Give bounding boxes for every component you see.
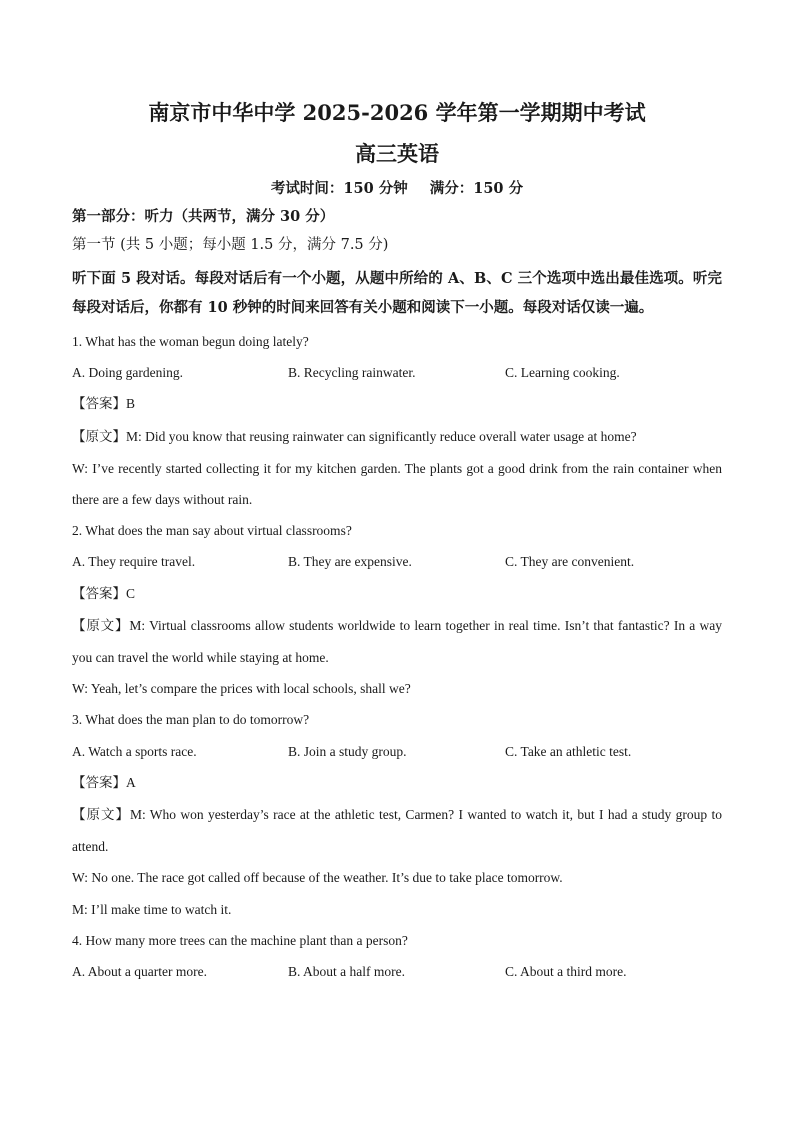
- option-b: B. Join a study group.: [288, 743, 407, 759]
- transcript-tag: 【原文】: [72, 617, 130, 634]
- transcript-text: M: Did you know that reusing rainwater can significantly reduce overall water usage at home?: [126, 428, 637, 444]
- question-stem: 2. What does the man say about virtual classrooms?: [72, 523, 352, 539]
- exam-meta: [72, 178, 722, 200]
- option-b: B. About a half more.: [288, 964, 405, 980]
- question-1: [72, 326, 722, 515]
- answer-options: [72, 956, 722, 987]
- transcript-text: M: Virtual classrooms allow students worldwide to learn together in real time. Isn’t that fantastic? In a way you can travel the world while staying at home.: [72, 617, 722, 666]
- transcript-tag: 【原文】: [72, 807, 130, 824]
- transcript-line: W: Yeah, let’s compare the prices with local schools, shall we?: [72, 681, 411, 697]
- answer-tag: 【答案】: [72, 396, 126, 413]
- part1-heading: 第一部分：听力（共两节，满分 30 分）: [72, 208, 335, 225]
- question-3: [72, 704, 722, 924]
- transcript-tag: 【原文】: [72, 428, 126, 445]
- answer-options: [72, 357, 722, 388]
- transcript-text: M: Who won yesterday’s race at the athletic test, Carmen? I wanted to watch it, but I had a study group to attend.: [72, 807, 723, 855]
- answer-options: [72, 736, 722, 767]
- answer-options: [72, 546, 722, 577]
- option-c: C. Take an athletic test.: [505, 743, 632, 759]
- exam-time: 考试时间：150 分钟: [270, 180, 408, 197]
- option-a: A. Doing gardening.: [72, 365, 183, 381]
- question-stem: 4. How many more trees can the machine plant than a person?: [72, 932, 408, 948]
- question-4: [72, 925, 722, 987]
- transcript-line: [72, 799, 722, 862]
- listening-instructions: 听下面 5 段对话。每段对话后有一个小题，从题中所给的 A、B、C 三个选项中选出最佳选项。听完每段对话后，你都有 10 秒钟的时间来回答有关小题和阅读下一小题。每段对话仅读一遍。: [72, 270, 722, 316]
- option-c: C. Learning cooking.: [505, 365, 620, 381]
- answer-tag: 【答案】: [72, 774, 126, 791]
- transcript-line: [72, 421, 722, 453]
- answer-line: [72, 578, 722, 610]
- answer-value: A: [126, 774, 136, 790]
- answer-value: C: [126, 585, 136, 601]
- question-stem: 3. What does the man plan to do tomorrow?: [72, 712, 310, 728]
- option-b: B. Recycling rainwater.: [288, 365, 416, 381]
- option-b: B. They are expensive.: [288, 554, 412, 570]
- full-score: 满分：150 分: [429, 180, 524, 197]
- question-stem: 1. What has the woman begun doing lately?: [72, 334, 309, 349]
- exam-title: 南京市中华中学 2025-2026 学年第一学期期中考试: [148, 100, 646, 125]
- transcript-line: W: No one. The race got called off because of the weather. It’s due to take place tomorrow.: [72, 870, 563, 886]
- answer-tag: 【答案】: [72, 585, 126, 602]
- question-2: [72, 515, 722, 704]
- exam-subject: 高三英语: [355, 141, 439, 166]
- option-c: C. About a third more.: [505, 964, 627, 980]
- option-c: C. They are convenient.: [505, 554, 635, 570]
- transcript-line: [72, 610, 722, 673]
- answer-value: B: [126, 396, 136, 412]
- section1-heading: 第一节 (共 5 小题；每小题 1.5 分，满分 7.5 分): [72, 237, 389, 253]
- answer-line: [72, 767, 722, 799]
- transcript-line: W: I’ve recently started collecting it for my kitchen garden. The plants got a good drink from the rain container when there are a few days without rain.: [72, 460, 722, 508]
- option-a: A. Watch a sports race.: [72, 743, 197, 759]
- option-a: A. They require travel.: [72, 554, 196, 570]
- transcript-line: M: I’ll make time to watch it.: [72, 901, 232, 917]
- option-a: A. About a quarter more.: [72, 964, 207, 980]
- answer-line: [72, 388, 722, 420]
- exam-page: [72, 100, 722, 987]
